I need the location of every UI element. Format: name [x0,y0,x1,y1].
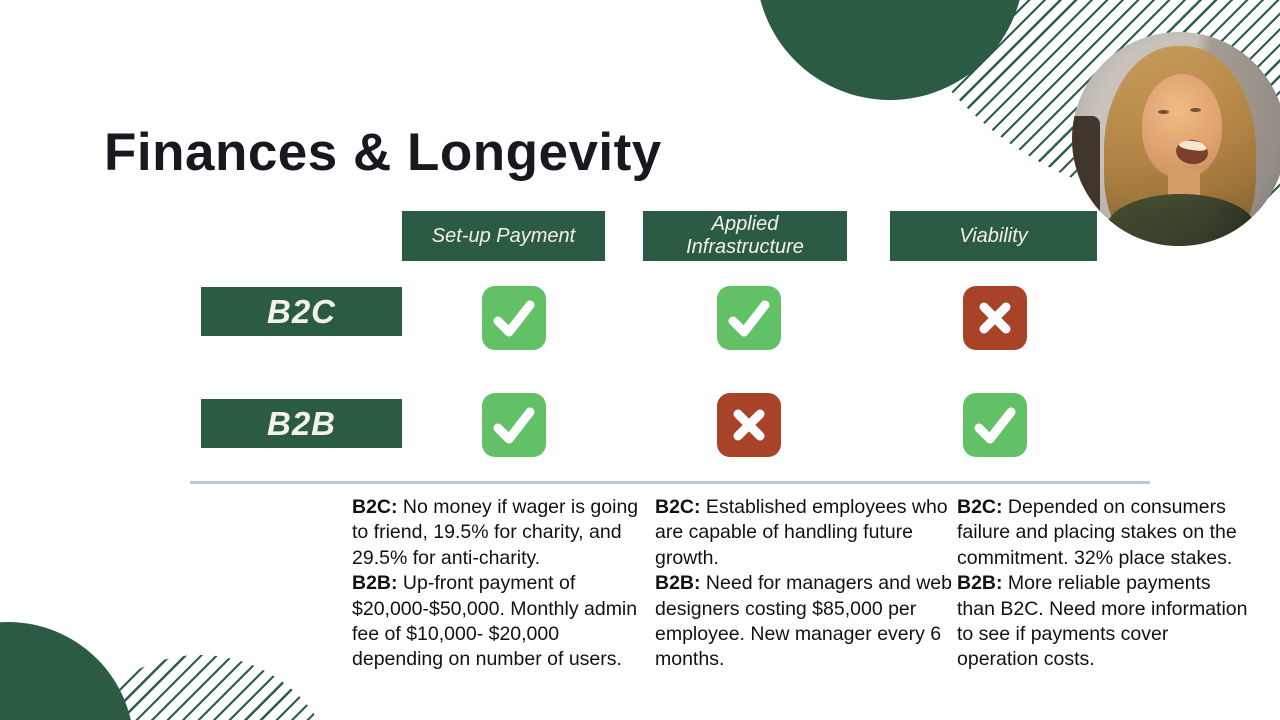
check-icon [963,393,1027,457]
note-applied-infrastructure [655,495,955,673]
note-text: More reliable payments than B2C. Need more information to see if payments cover operation costs. [957,572,1248,671]
note-text: Established employees who are capable of handling future growth. [655,496,948,569]
column-header-label: Set-up Payment [431,224,576,247]
row-header-label: B2B [266,404,337,442]
note-label: B2B: [957,572,1003,595]
column-header-applied-infrastructure [643,211,847,261]
note-label: B2B: [655,572,701,595]
note-label: B2C: [957,496,1003,518]
note-label: B2B: [352,572,398,595]
note-viability [957,495,1253,673]
note-paragraph [655,495,955,571]
cross-icon [963,286,1027,350]
note-paragraph [957,571,1253,673]
cross-icon [717,393,781,457]
row-header-b2b [201,399,402,448]
note-text: Depended on consumers failure and placing stakes on the commitment. 32% place stakes. [957,496,1237,569]
column-header-label: Applied Infrastructure [686,213,804,258]
slide-title: Finances & Longevity [104,122,662,182]
note-text: No money if wager is going to friend, 19.5% for charity, and 29.5% for anti-charity. [352,496,639,569]
horizontal-divider [190,481,1150,484]
row-header-label: B2C [266,292,337,330]
row-header-b2c [201,287,402,336]
check-icon [482,286,546,350]
note-paragraph [655,571,955,673]
note-text: Need for managers and web designers costing $85,000 per employee. New manager every 6 months. [655,572,952,671]
column-header-setup-payment [402,211,605,261]
note-setup-payment [352,495,654,673]
note-label: B2C: [352,496,398,518]
note-label: B2C: [655,496,701,518]
note-paragraph [352,495,654,571]
note-text: Up-front payment of $20,000-$50,000. Monthly admin fee of $10,000- $20,000 depending on number of users. [352,572,638,671]
green-circle-decoration-bottom-left [0,622,134,720]
note-paragraph [957,495,1253,571]
webcam-lighting-overlay [1072,32,1280,246]
column-header-viability [890,211,1097,261]
check-icon [482,393,546,457]
note-paragraph [352,571,654,673]
column-header-label: Viability [959,224,1028,247]
check-icon [717,286,781,350]
presenter-webcam [1072,32,1280,246]
